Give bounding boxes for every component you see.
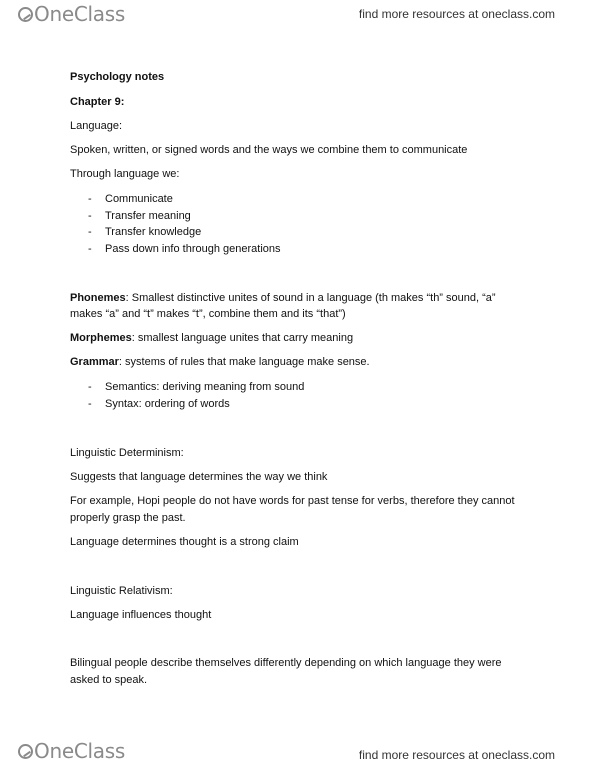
bilingual-line-1: Bilingual people describe themselves differently depending on which language they were — [70, 657, 502, 669]
logo-mark-icon — [18, 7, 33, 22]
grammar-line — [70, 356, 370, 368]
bullet-dash: - — [88, 193, 92, 205]
grammar-definition: : systems of rules that make language make sense. — [118, 356, 370, 368]
footer-resources-link[interactable]: find more resources at oneclass.com — [358, 748, 555, 762]
hopi-example-line-1: For example, Hopi people do not have words for past tense for verbs, therefore they cannot — [70, 495, 515, 507]
language-heading: Language: — [70, 120, 122, 132]
grammar-term: Grammar — [70, 356, 119, 368]
logo-text: OneClass — [34, 2, 125, 26]
linguistic-relativism-heading: Linguistic Relativism: — [70, 585, 173, 597]
doc-title: Psychology notes — [70, 71, 165, 83]
bullet-dash: - — [88, 226, 92, 238]
linguistic-determinism-heading: Linguistic Determinism: — [70, 447, 184, 459]
list-item-text: Transfer meaning — [105, 210, 191, 222]
bullet-dash: - — [88, 210, 92, 222]
logo-text: OneClass — [34, 739, 125, 763]
list-item-text: Transfer knowledge — [105, 226, 202, 238]
linguistic-determinism-definition: Suggests that language determines the way we think — [70, 471, 328, 483]
linguistic-relativism-definition: Language influences thought — [70, 609, 212, 621]
list-item-text: Communicate — [105, 193, 173, 205]
header-resources-link[interactable]: find more resources at oneclass.com — [358, 7, 555, 21]
phonemes-line — [70, 292, 496, 304]
morphemes-term: Morphemes — [70, 332, 132, 344]
bilingual-line-2: asked to speak. — [70, 674, 148, 686]
morphemes-line — [70, 332, 353, 344]
through-language: Through language we: — [70, 168, 180, 180]
language-definition: Spoken, written, or signed words and the ways we combine them to communicate — [70, 144, 468, 156]
strong-claim: Language determines thought is a strong claim — [70, 536, 299, 548]
bullet-dash: - — [88, 243, 92, 255]
list-item-text: Syntax: ordering of words — [105, 398, 230, 410]
chapter-heading: Chapter 9: — [70, 96, 125, 108]
bullet-dash: - — [88, 398, 92, 410]
list-item-text: Pass down info through generations — [105, 243, 281, 255]
oneclass-logo[interactable] — [18, 4, 125, 24]
morphemes-definition: : smallest language unites that carry meaning — [131, 332, 354, 344]
phonemes-line-2: makes “a” and “t” makes “t”, combine them and its “that”) — [70, 308, 346, 320]
phonemes-definition: : Smallest distinctive unites of sound in a language (th makes “th” sound, “a” — [125, 292, 496, 304]
hopi-example-line-2: properly grasp the past. — [70, 512, 186, 524]
list-item-text: Semantics: deriving meaning from sound — [105, 381, 305, 393]
logo-mark-icon — [18, 744, 33, 759]
phonemes-term: Phonemes — [70, 292, 126, 304]
bullet-dash: - — [88, 381, 92, 393]
oneclass-logo-footer[interactable] — [18, 741, 125, 761]
